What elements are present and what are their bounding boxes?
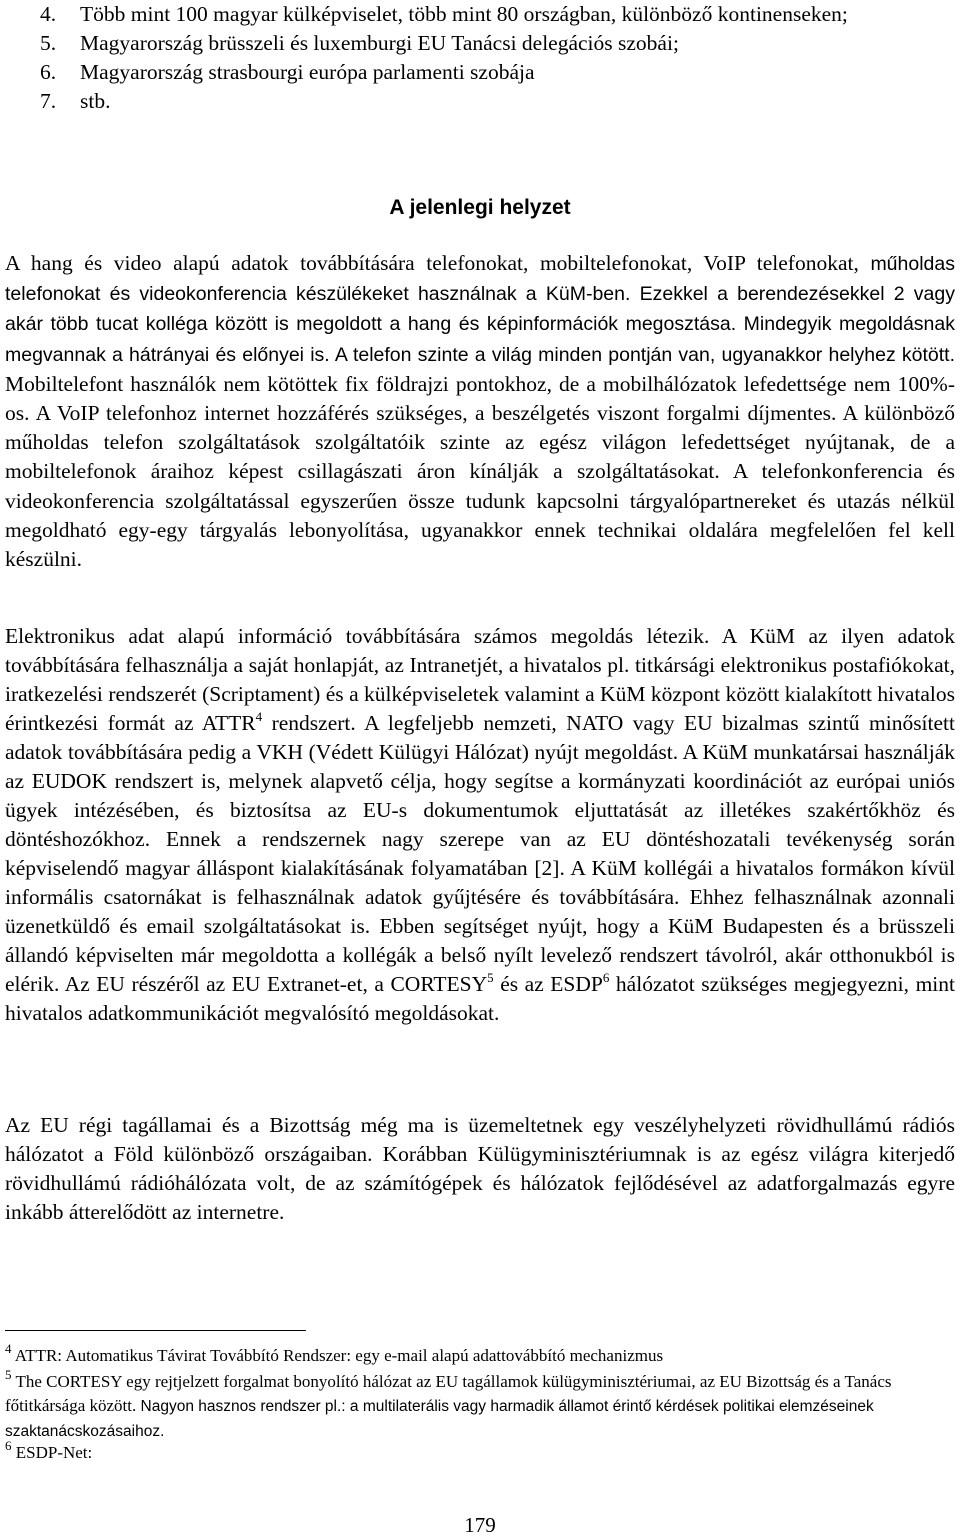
footnote-text: ESDP-Net: (11, 1443, 93, 1462)
footnote-mark: 6 (5, 1438, 12, 1454)
footnote-4 (5, 1341, 950, 1368)
paragraph-text: rendszert. A legfeljebb nemzeti, NATO vagy EU bizalmas szintű minősített adatok továbbítására pedig a VKH (Védett Külügyi Hálózat) nyújt megoldást. A KüM munkatársai használják az EUDOK rendszert is, melynek alapvető célja, hogy segítse a kormányzati koordinációt az európai uniós ügyek intézésében, és biztosítsa az EU-s dokumentumok eljuttatását az illetékes szakértőkhöz és döntéshozókhoz. Ennek a rendszernek nagy szerepe van az EU döntéshozatali tevékenység során képviselendő magyar álláspont kialakításának folyamatában [2]. A KüM kollégái a hivatalos formákon kívül informális csatornákat is felhasználnak adatok gyűjtésére és továbbítására. Ehhez felhasználnak azonnali üzenetküldő és email szolgáltatásokat is. Ebben segítséget nyújt, hogy a KüM Budapesten és a brüsszeli állandó képviselten már megoldotta a kollégák a belső nyílt levelező rendszert távolról, akár otthonukból is elérik. Az EU részéről az EU Extranet-et, a CORTESY (5, 711, 955, 996)
list-item-number: 5. (40, 31, 57, 55)
footnote-text: ATTR: Automatikus Távirat Továbbító Rendszer: egy e-mail alapú adattovábbító mechanizmus (11, 1346, 664, 1365)
list-item-text: Magyarország strasbourgi európa parlamenti szobája (80, 60, 535, 84)
footnote-ref[interactable]: 6 (602, 969, 610, 985)
footnote-5 (5, 1367, 950, 1444)
footnote-mark: 5 (5, 1367, 12, 1383)
paragraph-current-situation (5, 249, 955, 574)
list-item-number: 6. (40, 60, 57, 84)
paragraph-text: Elektronikus adat alapú információ továbbítására számos megoldás létezik. A KüM az ilyen adatok továbbítására felhasználja a saját honlapját, az Intranetjét, a hivatalos pl. titkársági elektronikus postafiókokat, iratkezelési rendszerét (Scriptament) és a külképviseletek valamint a KüM központ között kialakított hivatalos érintkezési formát az ATTR (5, 624, 955, 735)
footnote-6 (5, 1438, 950, 1465)
footnote-ref[interactable]: 5 (487, 969, 494, 985)
paragraph-text: és az ESDP (493, 972, 603, 996)
page-number: 179 (464, 1513, 496, 1537)
paragraph-electronic-data (5, 622, 955, 1028)
list-item (0, 87, 960, 116)
footnote-ref[interactable]: 4 (255, 708, 263, 724)
list-item (0, 29, 960, 58)
numbered-list (0, 0, 960, 116)
footnote-text: The CORTESY egy rejtjelzett forgalmat bonyolító hálózat az EU tagállamok külügyminisztériumai, az EU Bizottság és a Tanács főtitkársága között. (5, 1372, 892, 1415)
list-item-text: Magyarország brüsszeli és luxemburgi EU Tanácsi delegációs szobái; (80, 31, 679, 55)
footnote-separator (5, 1330, 306, 1331)
footnote-text-sans: Nagyon hasznos rendszer pl.: a multilaterális vagy harmadik államot érintő kérdések politikai elemzéseinek szaktanácskozásaihoz. (5, 1398, 874, 1440)
list-item (0, 0, 960, 29)
paragraph-text-sans: műholdas telefonokat és videokonferencia készülékeket használnak a KüM-ben. Ezekkel a berendezésekkel 2 vagy akár több tucat kolléga között is megoldott a hang és képinformációk megosztása. Mindegyik megoldásnak megvannak a hátrányai és előnyei is. A telefon szinte a világ minden pontján van, ugyanakkor helyhez kötött. (5, 253, 955, 366)
list-item-number: 7. (40, 89, 57, 113)
list-item-number: 4. (40, 2, 57, 26)
paragraph-text: Mobiltelefont használók nem kötöttek fix földrajzi pontokhoz, de a mobilhálózatok lefedettsége nem 100%-os. A VoIP telefonhoz internet hozzáférés szükséges, a beszélgetés viszont forgalmi díjmentes. A különböző műholdas telefon szolgáltatások szolgáltatóik szinte az egész világon lefedettséget nyújtanak, de a mobiltelefonok áraihoz képest csillagászati áron kínálják a szolgáltatásokat. A telefonkonferencia és videokonferencia szolgáltatással egyszerűen össze tudunk kapcsolni tárgyalópartnereket és utazás nélkül megoldható egy-egy tárgyalás lebonyolítása, ugyanakkor ennek technikai oldalára megfelelően fel kell készülni. (5, 371, 955, 572)
paragraph-text: hálózatot szükséges megjegyezni, mint hivatalos adatkommunikációt megvalósító megoldásokat. (5, 972, 955, 1025)
section-heading: A jelenlegi helyzet (389, 196, 571, 219)
paragraph-text: A hang és video alapú adatok továbbítására telefonokat, mobiltelefonokat, VoIP telefonokat, (5, 251, 859, 275)
list-item-text: stb. (80, 89, 111, 113)
list-item-text: Több mint 100 magyar külképviselet, több mint 80 országban, különböző kontinenseken; (80, 2, 848, 26)
footnote-mark: 4 (5, 1341, 12, 1357)
list-item (0, 58, 960, 87)
paragraph-shortwave-radio: Az EU régi tagállamai és a Bizottság még ma is üzemeltetnek egy veszélyhelyzeti rövidhullámú rádiós hálózatot a Föld különböző országaiban. Korábban Külügyminisztériumnak is az egész világra kiterjedő rövidhullámú rádióhálózata volt, de az számítógépek és hálózatok fejlődésével az adatforgalmazás egyre inkább átterelődött az internetre. (5, 1113, 955, 1224)
